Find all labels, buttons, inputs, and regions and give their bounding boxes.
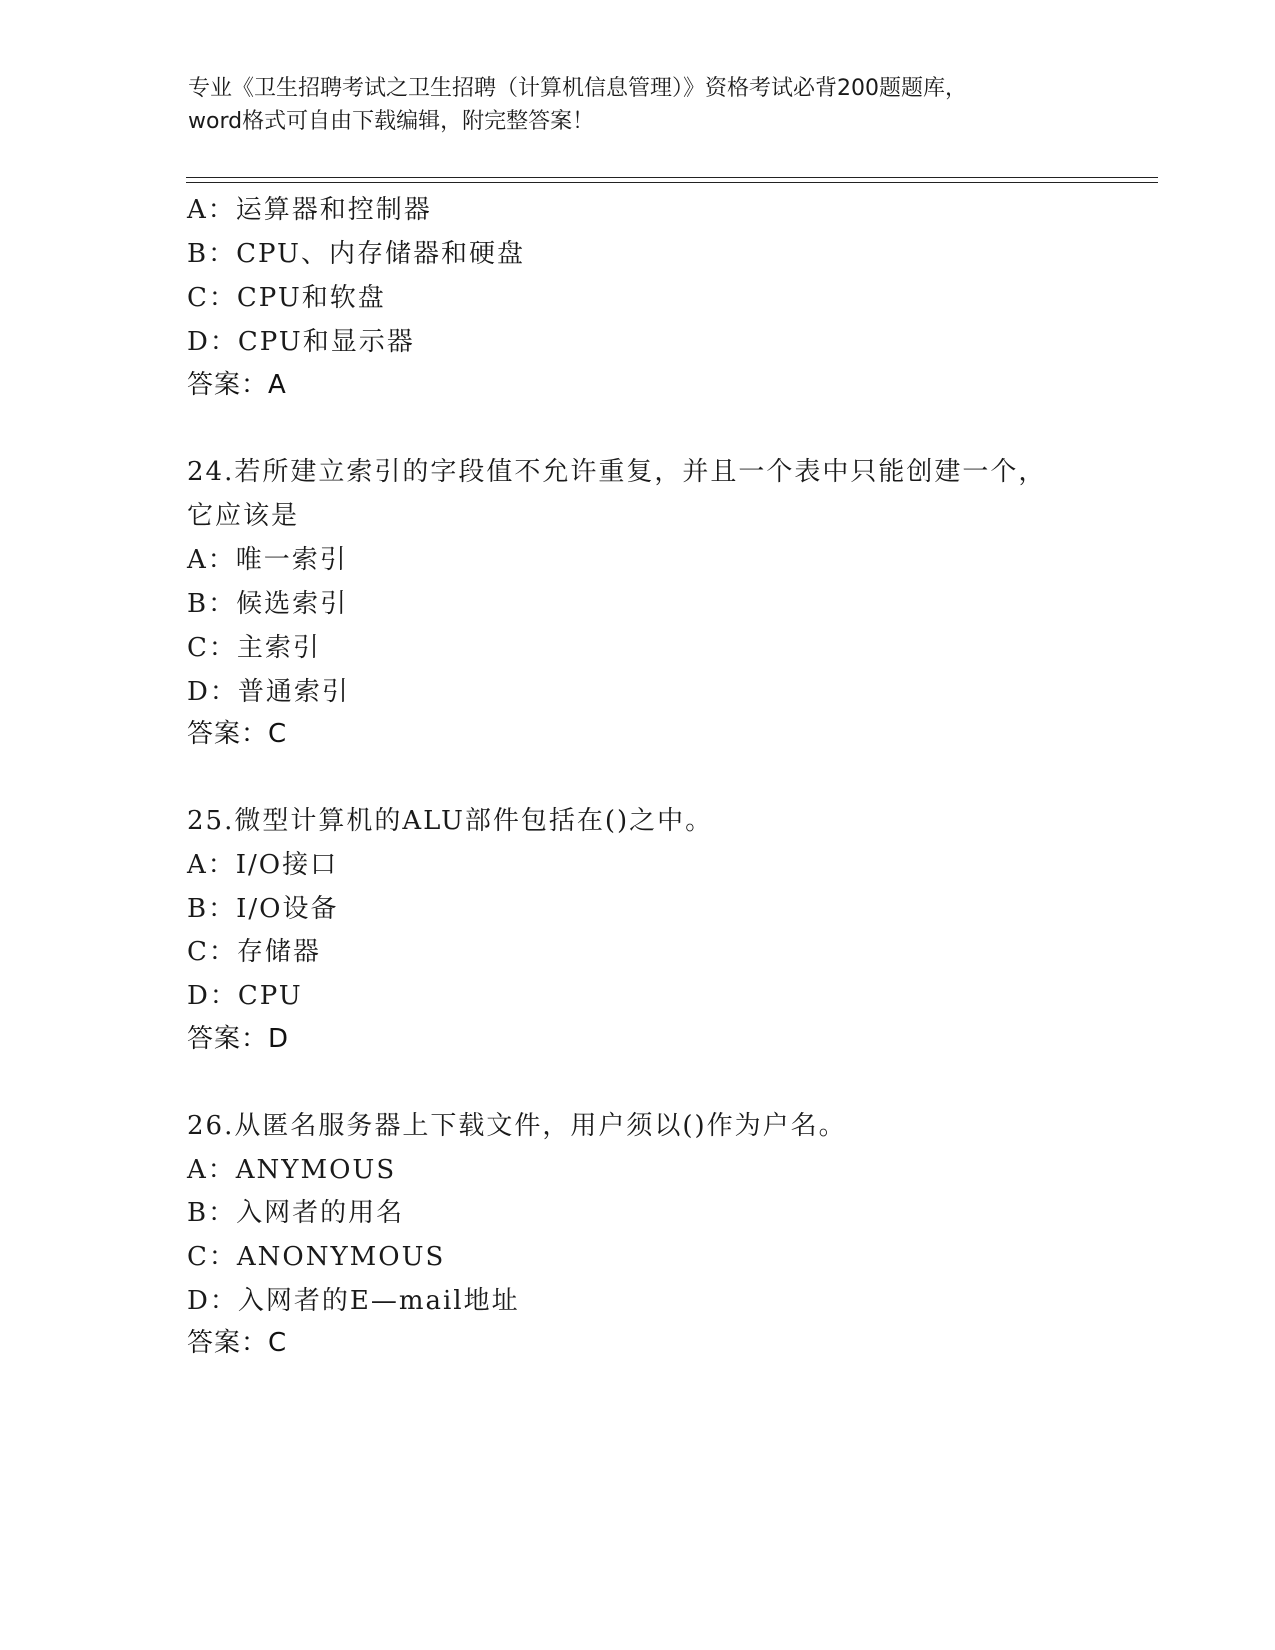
q23-option-b: B：CPU、内存储器和硬盘 xyxy=(187,239,525,269)
q25-option-b: B：I/O设备 xyxy=(187,894,339,924)
q25-question-line-1: 25.微型计算机的ALU部件包括在()之中。 xyxy=(187,806,714,836)
q24-answer: 答案：C xyxy=(187,719,288,749)
q24-question-line-1: 24.若所建立索引的字段值不允许重复，并且一个表中只能创建一个， xyxy=(187,457,1047,487)
q26-option-d: D：入网者的E—mail地址 xyxy=(187,1286,520,1316)
q24-question-line-2: 它应该是 xyxy=(187,501,300,531)
q26-option-c: C：ANONYMOUS xyxy=(187,1242,446,1272)
q26-option-b: B：入网者的用名 xyxy=(187,1198,405,1228)
q23-option-a: A：运算器和控制器 xyxy=(187,195,432,225)
q26-question-line-1: 26.从匿名服务器上下载文件，用户须以()作为户名。 xyxy=(187,1111,847,1141)
q23-option-c: C：CPU和软盘 xyxy=(187,283,386,313)
header-title-line-2: word格式可自由下载编辑，附完整答案！ xyxy=(188,109,595,134)
header-title-line-1: 专业《卫生招聘考试之卫生招聘（计算机信息管理）》资格考试必背200题题库， xyxy=(188,76,967,101)
header-divider-bottom xyxy=(186,182,1158,183)
q26-answer: 答案：C xyxy=(187,1328,288,1358)
q25-answer: 答案：D xyxy=(187,1024,290,1054)
q24-option-a: A：唯一索引 xyxy=(187,545,348,575)
document-header xyxy=(188,72,1088,138)
q25-option-c: C：存储器 xyxy=(187,937,321,967)
header-divider-top xyxy=(186,177,1158,178)
q24-option-c: C：主索引 xyxy=(187,633,321,663)
q23-option-d: D：CPU和显示器 xyxy=(187,327,415,357)
q24-option-b: B：候选索引 xyxy=(187,589,349,619)
q25-option-a: A：I/O接口 xyxy=(187,850,339,880)
q26-option-a: A：ANYMOUS xyxy=(187,1155,397,1185)
q23-answer: 答案：A xyxy=(187,370,287,400)
q24-option-d: D：普通索引 xyxy=(187,677,350,707)
q25-option-d: D：CPU xyxy=(187,981,303,1011)
